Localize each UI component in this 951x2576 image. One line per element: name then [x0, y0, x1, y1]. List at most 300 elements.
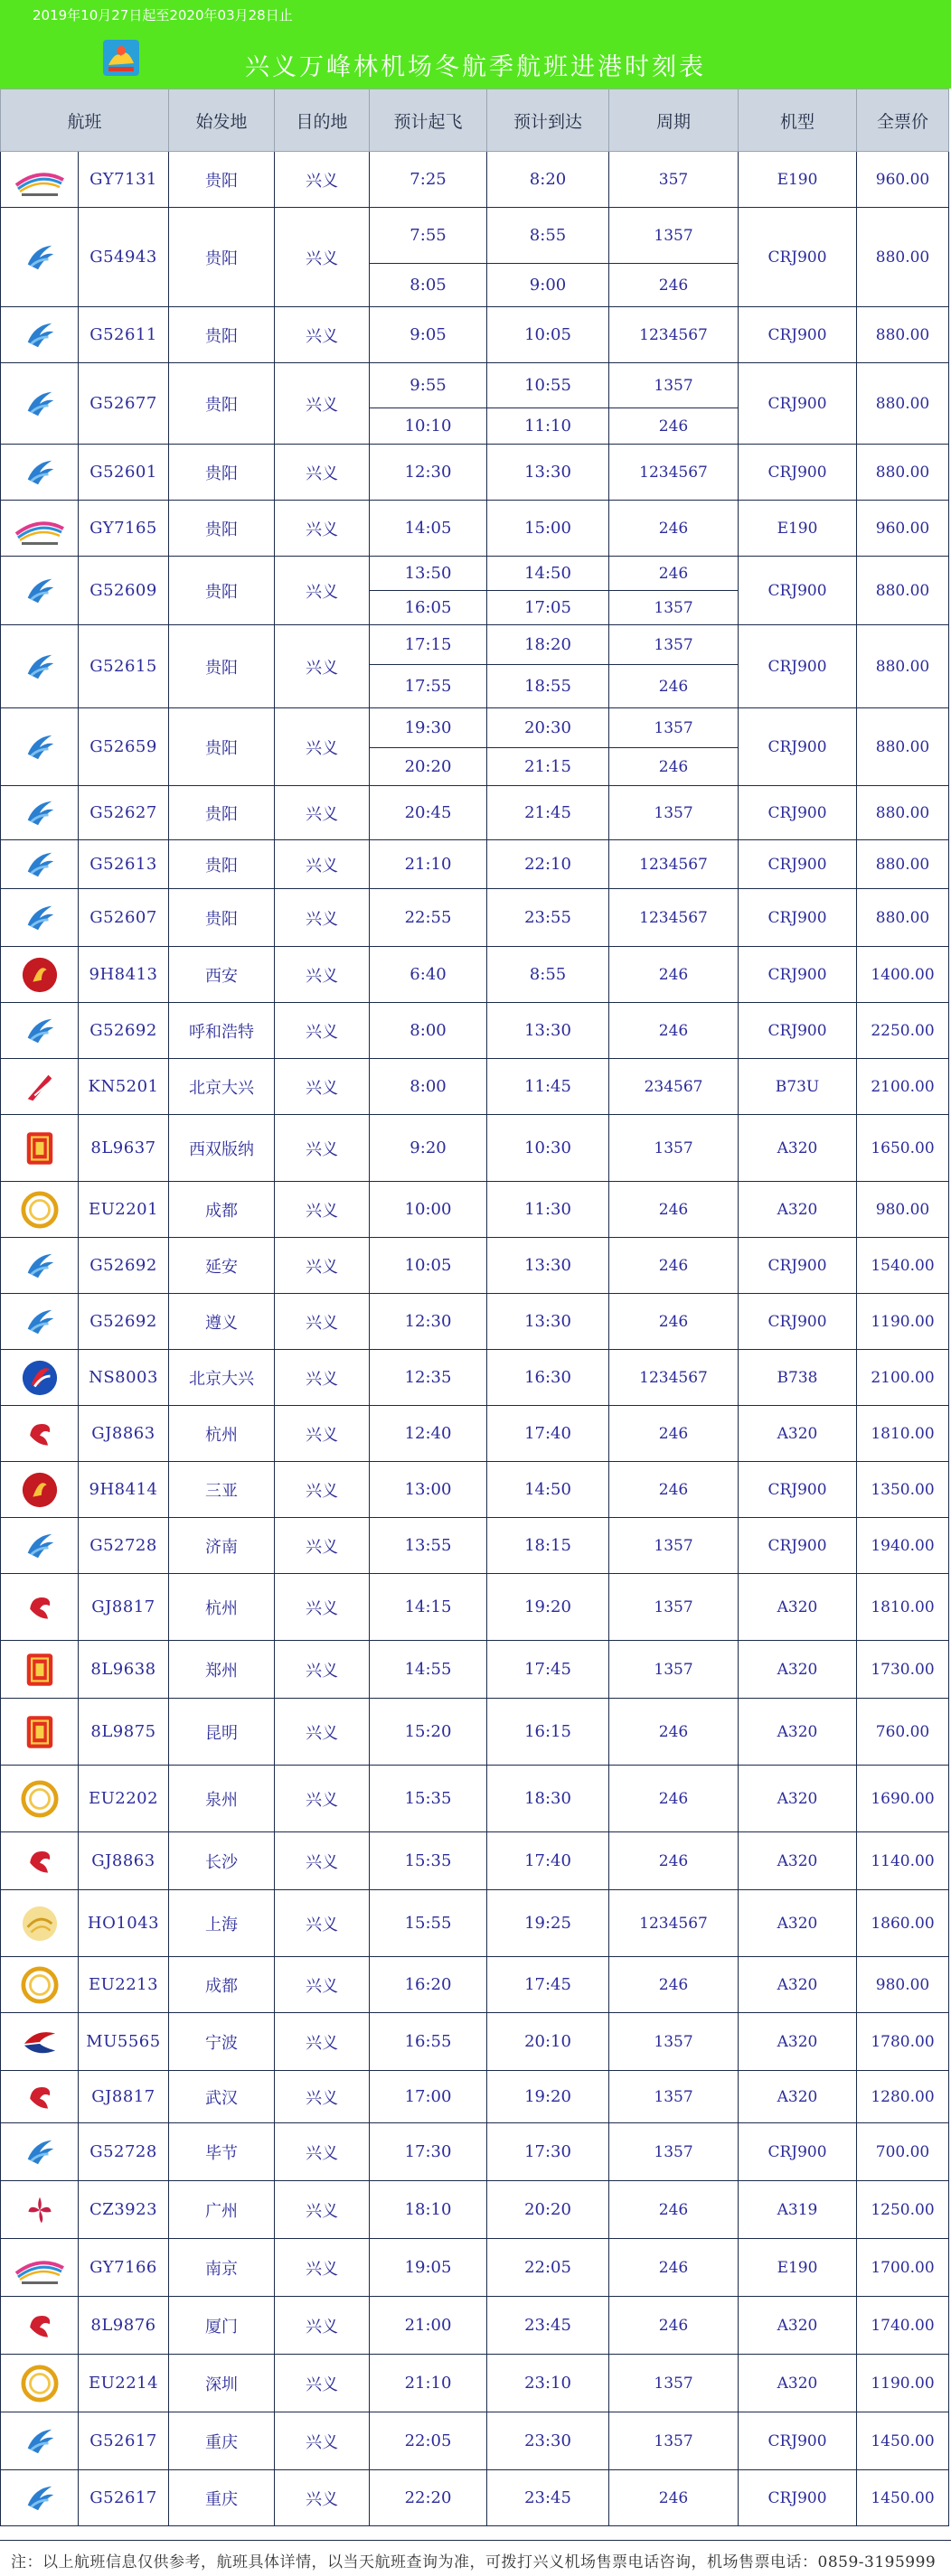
aircraft-type: A320: [739, 1406, 857, 1462]
origin-city: 成都: [169, 1957, 275, 2013]
lucky-air-logo-icon: [1, 1713, 78, 1751]
destination-city: 兴义: [275, 2071, 370, 2123]
table-row: [1, 2123, 949, 2181]
origin-city: 贵阳: [169, 889, 275, 947]
aircraft-type: A320: [739, 2071, 857, 2123]
aircraft-type: A320: [739, 1890, 857, 1957]
china-united-airlines-logo-icon: [1, 1070, 78, 1104]
arrival-time: 10:55: [487, 363, 609, 408]
ticket-price: 2250.00: [857, 1003, 949, 1059]
aircraft-type: E190: [739, 2239, 857, 2297]
destination-city: 兴义: [275, 1699, 370, 1766]
departure-time: 17:15: [370, 625, 487, 665]
departure-time: 12:35: [370, 1350, 487, 1406]
ticket-price: 1810.00: [857, 1406, 949, 1462]
arrival-time: 13:30: [487, 445, 609, 501]
origin-city: 贵阳: [169, 786, 275, 840]
operating-days: 357: [609, 152, 739, 208]
departure-time: 6:40: [370, 947, 487, 1003]
airline-logo-cell: [1, 2071, 79, 2123]
origin-city: 武汉: [169, 2071, 275, 2123]
arrival-time: 17:40: [487, 1832, 609, 1890]
arrival-time: 9:00: [487, 264, 609, 307]
table-row: [1, 1059, 949, 1115]
departure-time: 13:55: [370, 1518, 487, 1574]
aircraft-type: A320: [739, 1832, 857, 1890]
colorful-guizhou-airlines-logo-icon: [1, 730, 78, 764]
flight-number: KN5201: [79, 1059, 169, 1115]
aircraft-type: CRJ900: [739, 708, 857, 786]
arrival-time: 16:30: [487, 1350, 609, 1406]
aircraft-type: CRJ900: [739, 1294, 857, 1350]
colorful-guizhou-airlines-logo-icon: [1, 574, 78, 608]
table-row: [1, 1890, 949, 1957]
destination-city: 兴义: [275, 947, 370, 1003]
table-row: [1, 1832, 949, 1890]
table-header-row: [1, 89, 949, 152]
beibu-gulf-airlines-logo-icon: [1, 2250, 78, 2286]
airline-logo-cell: [1, 1574, 79, 1641]
airline-logo-cell: [1, 786, 79, 840]
flight-number: MU5565: [79, 2013, 169, 2071]
ticket-price: 1780.00: [857, 2013, 949, 2071]
destination-city: 兴义: [275, 786, 370, 840]
departure-time: 9:05: [370, 307, 487, 363]
ticket-price: 880.00: [857, 363, 949, 445]
colorful-guizhou-airlines-logo-icon: [1, 318, 78, 352]
ticket-price: 2100.00: [857, 1350, 949, 1406]
ticket-price: 1400.00: [857, 947, 949, 1003]
arrival-time: 20:20: [487, 2181, 609, 2239]
flight-number: G52692: [79, 1238, 169, 1294]
flight-number: 9H8414: [79, 1462, 169, 1518]
origin-city: 贵阳: [169, 445, 275, 501]
airline-logo-cell: [1, 2013, 79, 2071]
arrival-time: 17:05: [487, 591, 609, 625]
destination-city: 兴义: [275, 1406, 370, 1462]
airline-logo-cell: [1, 708, 79, 786]
operating-days: 246: [609, 2470, 739, 2526]
ticket-price: 880.00: [857, 625, 949, 708]
origin-city: 深圳: [169, 2355, 275, 2412]
airline-logo-cell: [1, 2123, 79, 2181]
page-title: 兴义万峰林机场冬航季航班进港时刻表: [245, 53, 706, 81]
table-row: [1, 840, 949, 889]
table-row: [1, 2297, 949, 2355]
departure-time: 13:50: [370, 557, 487, 591]
airline-logo-cell: [1, 1832, 79, 1890]
arrival-time: 14:50: [487, 1462, 609, 1518]
operating-days: 1357: [609, 2013, 739, 2071]
origin-city: 三亚: [169, 1462, 275, 1518]
origin-city: 宁波: [169, 2013, 275, 2071]
destination-city: 兴义: [275, 2470, 370, 2526]
title-banner: [0, 0, 951, 89]
ticket-price: 880.00: [857, 208, 949, 307]
origin-city: 贵阳: [169, 557, 275, 625]
arrival-time: 20:30: [487, 708, 609, 748]
header-aircraft: 机型: [739, 89, 857, 152]
operating-days: 1357: [609, 1518, 739, 1574]
ticket-price: 980.00: [857, 1957, 949, 2013]
validity-period: 2019年10月27日起至2020年03月28日止: [33, 7, 293, 23]
airline-logo-cell: [1, 2412, 79, 2470]
departure-time: 21:00: [370, 2297, 487, 2355]
arrival-time: 18:15: [487, 1518, 609, 1574]
loong-air-logo-icon: [1, 1845, 78, 1878]
operating-days: 1357: [609, 1574, 739, 1641]
flight-number: G52609: [79, 557, 169, 625]
operating-days: 246: [609, 1182, 739, 1238]
ticket-price: 1740.00: [857, 2297, 949, 2355]
operating-days: 246: [609, 1003, 739, 1059]
aircraft-type: A320: [739, 1641, 857, 1699]
schedule-table: [0, 89, 949, 2526]
loong-air-logo-icon: [1, 2309, 78, 2342]
destination-city: 兴义: [275, 1890, 370, 1957]
chengdu-airlines-logo-icon: [1, 1966, 78, 2004]
aircraft-type: A320: [739, 1182, 857, 1238]
schedule-table-wrapper: [0, 89, 951, 2526]
flight-number: G52677: [79, 363, 169, 445]
ticket-price: 880.00: [857, 889, 949, 947]
departure-time: 7:25: [370, 152, 487, 208]
arrival-time: 13:30: [487, 1294, 609, 1350]
header-destination: 目的地: [275, 89, 370, 152]
aircraft-type: CRJ900: [739, 1003, 857, 1059]
destination-city: 兴义: [275, 2297, 370, 2355]
operating-days: 246: [609, 1699, 739, 1766]
arrival-time: 16:15: [487, 1699, 609, 1766]
aircraft-type: CRJ900: [739, 625, 857, 708]
loong-air-logo-icon: [1, 2081, 78, 2113]
departure-time: 8:05: [370, 264, 487, 307]
departure-time: 15:20: [370, 1699, 487, 1766]
origin-city: 成都: [169, 1182, 275, 1238]
flight-number: GJ8863: [79, 1406, 169, 1462]
airline-logo-cell: [1, 1003, 79, 1059]
ticket-price: 1250.00: [857, 2181, 949, 2239]
table-row: [1, 2355, 949, 2412]
table-row: [1, 2071, 949, 2123]
airline-logo-cell: [1, 2470, 79, 2526]
departure-time: 10:00: [370, 1182, 487, 1238]
flight-number: G52728: [79, 1518, 169, 1574]
aircraft-type: CRJ900: [739, 840, 857, 889]
arrival-time: 17:45: [487, 1641, 609, 1699]
departure-time: 14:55: [370, 1641, 487, 1699]
destination-city: 兴义: [275, 152, 370, 208]
header-arrival: 预计到达: [487, 89, 609, 152]
origin-city: 呼和浩特: [169, 1003, 275, 1059]
colorful-guizhou-airlines-logo-icon: [1, 1305, 78, 1339]
ticket-price: 1940.00: [857, 1518, 949, 1574]
arrival-time: 23:30: [487, 2412, 609, 2470]
ticket-price: 1190.00: [857, 2355, 949, 2412]
departure-time: 22:55: [370, 889, 487, 947]
operating-days: 246: [609, 2239, 739, 2297]
table-row: [1, 208, 949, 264]
operating-days: 234567: [609, 1059, 739, 1115]
airline-logo-cell: [1, 1294, 79, 1350]
header-origin: 始发地: [169, 89, 275, 152]
flight-number: GJ8817: [79, 2071, 169, 2123]
departure-time: 10:05: [370, 1238, 487, 1294]
flight-number: G52601: [79, 445, 169, 501]
origin-city: 贵阳: [169, 840, 275, 889]
arrival-time: 8:55: [487, 208, 609, 264]
departure-time: 14:05: [370, 501, 487, 557]
destination-city: 兴义: [275, 208, 370, 307]
table-row: [1, 1641, 949, 1699]
operating-days: 246: [609, 1957, 739, 2013]
table-row: [1, 786, 949, 840]
flight-number: 8L9637: [79, 1115, 169, 1182]
airline-logo-cell: [1, 947, 79, 1003]
aircraft-type: B738: [739, 1350, 857, 1406]
departure-time: 8:00: [370, 1003, 487, 1059]
arrival-time: 10:05: [487, 307, 609, 363]
colorful-guizhou-airlines-logo-icon: [1, 240, 78, 275]
destination-city: 兴义: [275, 2013, 370, 2071]
ticket-price: 1730.00: [857, 1641, 949, 1699]
operating-days: 246: [609, 2181, 739, 2239]
colorful-guizhou-airlines-logo-icon: [1, 1014, 78, 1048]
operating-days: 246: [609, 264, 739, 307]
operating-days: 246: [609, 2297, 739, 2355]
destination-city: 兴义: [275, 1003, 370, 1059]
origin-city: 广州: [169, 2181, 275, 2239]
operating-days: 246: [609, 501, 739, 557]
airline-logo-cell: [1, 2297, 79, 2355]
operating-days: 1357: [609, 708, 739, 748]
colorful-guizhou-airlines-logo-icon: [1, 2424, 78, 2459]
airline-logo-cell: [1, 2181, 79, 2239]
departure-time: 15:35: [370, 1766, 487, 1832]
colorful-guizhou-airlines-logo-icon: [1, 455, 78, 490]
aircraft-type: CRJ900: [739, 1518, 857, 1574]
ticket-price: 880.00: [857, 840, 949, 889]
origin-city: 上海: [169, 1890, 275, 1957]
destination-city: 兴义: [275, 1641, 370, 1699]
ticket-price: 760.00: [857, 1699, 949, 1766]
flight-number: 8L9876: [79, 2297, 169, 2355]
aircraft-type: E190: [739, 501, 857, 557]
table-row: [1, 1406, 949, 1462]
disclaimer-note: 注：以上航班信息仅供参考，航班具体详情，以当天航班查询为准，可拨打兴义机场售票电话咨询，机场售票电话：0859-3195999: [11, 2553, 937, 2571]
airline-logo-cell: [1, 208, 79, 307]
airline-logo-cell: [1, 1957, 79, 2013]
ticket-price: 2100.00: [857, 1059, 949, 1115]
destination-city: 兴义: [275, 1462, 370, 1518]
colorful-guizhou-airlines-logo-icon: [1, 2135, 78, 2169]
airline-logo-cell: [1, 152, 79, 208]
destination-city: 兴义: [275, 501, 370, 557]
ticket-price: 880.00: [857, 708, 949, 786]
operating-days: 246: [609, 1294, 739, 1350]
arrival-time: 8:20: [487, 152, 609, 208]
destination-city: 兴义: [275, 557, 370, 625]
destination-city: 兴义: [275, 1059, 370, 1115]
aircraft-type: A320: [739, 1957, 857, 2013]
departure-time: 12:30: [370, 1294, 487, 1350]
table-row: [1, 1957, 949, 2013]
table-row: [1, 557, 949, 591]
arrival-time: 23:10: [487, 2355, 609, 2412]
table-row: [1, 625, 949, 665]
operating-days: 246: [609, 408, 739, 445]
flight-number: G52728: [79, 2123, 169, 2181]
header-departure: 预计起飞: [370, 89, 487, 152]
operating-days: 246: [609, 1462, 739, 1518]
aircraft-type: A320: [739, 2013, 857, 2071]
ticket-price: 880.00: [857, 786, 949, 840]
airline-logo-cell: [1, 307, 79, 363]
arrival-time: 8:55: [487, 947, 609, 1003]
arrival-time: 18:20: [487, 625, 609, 665]
chengdu-airlines-logo-icon: [1, 2365, 78, 2403]
arrival-time: 22:05: [487, 2239, 609, 2297]
airline-logo-cell: [1, 1238, 79, 1294]
origin-city: 郑州: [169, 1641, 275, 1699]
destination-city: 兴义: [275, 1766, 370, 1832]
arrival-time: 15:00: [487, 501, 609, 557]
destination-city: 兴义: [275, 2412, 370, 2470]
table-row: [1, 2181, 949, 2239]
departure-time: 20:45: [370, 786, 487, 840]
arrival-time: 23:45: [487, 2297, 609, 2355]
colorful-guizhou-airlines-logo-icon: [1, 1529, 78, 1563]
aircraft-type: A320: [739, 1115, 857, 1182]
ticket-price: 1450.00: [857, 2412, 949, 2470]
table-row: [1, 2239, 949, 2297]
ticket-price: 880.00: [857, 557, 949, 625]
arrival-time: 18:55: [487, 665, 609, 708]
arrival-time: 18:30: [487, 1766, 609, 1832]
operating-days: 1357: [609, 786, 739, 840]
aircraft-type: CRJ900: [739, 947, 857, 1003]
flight-number: 8L9875: [79, 1699, 169, 1766]
ticket-price: 960.00: [857, 501, 949, 557]
aircraft-type: B73U: [739, 1059, 857, 1115]
operating-days: 1357: [609, 2355, 739, 2412]
flight-number: GY7131: [79, 152, 169, 208]
table-row: [1, 1518, 949, 1574]
departure-time: 9:20: [370, 1115, 487, 1182]
departure-time: 18:10: [370, 2181, 487, 2239]
flight-number: G52617: [79, 2470, 169, 2526]
aircraft-type: CRJ900: [739, 1462, 857, 1518]
destination-city: 兴义: [275, 2355, 370, 2412]
table-row: [1, 708, 949, 748]
aircraft-type: A319: [739, 2181, 857, 2239]
departure-time: 10:10: [370, 408, 487, 445]
origin-city: 贵阳: [169, 708, 275, 786]
destination-city: 兴义: [275, 840, 370, 889]
departure-time: 16:20: [370, 1957, 487, 2013]
aircraft-type: A320: [739, 2355, 857, 2412]
destination-city: 兴义: [275, 1238, 370, 1294]
aircraft-type: CRJ900: [739, 2412, 857, 2470]
arrival-time: 14:50: [487, 557, 609, 591]
table-row: [1, 1238, 949, 1294]
origin-city: 西安: [169, 947, 275, 1003]
origin-city: 重庆: [169, 2470, 275, 2526]
airline-logo-cell: [1, 625, 79, 708]
departure-time: 21:10: [370, 2355, 487, 2412]
origin-city: 长沙: [169, 1832, 275, 1890]
loong-air-logo-icon: [1, 1591, 78, 1624]
flight-number: 9H8413: [79, 947, 169, 1003]
ticket-price: 1350.00: [857, 1462, 949, 1518]
colorful-guizhou-airlines-logo-icon: [1, 796, 78, 830]
aircraft-type: CRJ900: [739, 307, 857, 363]
origin-city: 北京大兴: [169, 1350, 275, 1406]
table-row: [1, 1182, 949, 1238]
departure-time: 15:35: [370, 1832, 487, 1890]
airline-logo-cell: [1, 889, 79, 947]
destination-city: 兴义: [275, 1182, 370, 1238]
table-row: [1, 1699, 949, 1766]
aircraft-type: CRJ900: [739, 208, 857, 307]
operating-days: 1234567: [609, 840, 739, 889]
arrival-time: 22:10: [487, 840, 609, 889]
table-row: [1, 1574, 949, 1641]
destination-city: 兴义: [275, 363, 370, 445]
flight-number: G52607: [79, 889, 169, 947]
arrival-time: 19:20: [487, 1574, 609, 1641]
table-row: [1, 1003, 949, 1059]
colorful-guizhou-airlines-logo-icon: [1, 848, 78, 882]
flight-number: G52627: [79, 786, 169, 840]
departure-time: 7:55: [370, 208, 487, 264]
arrival-time: 21:45: [487, 786, 609, 840]
origin-city: 昆明: [169, 1699, 275, 1766]
destination-city: 兴义: [275, 1115, 370, 1182]
departure-time: 8:00: [370, 1059, 487, 1115]
arrival-time: 19:20: [487, 2071, 609, 2123]
table-row: [1, 501, 949, 557]
origin-city: 北京大兴: [169, 1059, 275, 1115]
arrival-time: 11:45: [487, 1059, 609, 1115]
aircraft-type: CRJ900: [739, 889, 857, 947]
table-row: [1, 1462, 949, 1518]
table-row: [1, 1350, 949, 1406]
airline-logo-cell: [1, 1699, 79, 1766]
operating-days: 1357: [609, 1115, 739, 1182]
ticket-price: 700.00: [857, 2123, 949, 2181]
departure-time: 13:00: [370, 1462, 487, 1518]
loong-air-logo-icon: [1, 1418, 78, 1450]
origin-city: 延安: [169, 1238, 275, 1294]
table-row: [1, 307, 949, 363]
arrival-time: 11:10: [487, 408, 609, 445]
operating-days: 246: [609, 1832, 739, 1890]
airline-logo-cell: [1, 1059, 79, 1115]
ticket-price: 1540.00: [857, 1238, 949, 1294]
departure-time: 22:05: [370, 2412, 487, 2470]
destination-city: 兴义: [275, 708, 370, 786]
operating-days: 1357: [609, 2071, 739, 2123]
aircraft-type: CRJ900: [739, 445, 857, 501]
colorful-guizhou-airlines-logo-icon: [1, 1249, 78, 1283]
lucky-air-logo-icon: [1, 1129, 78, 1167]
ticket-price: 880.00: [857, 307, 949, 363]
chengdu-airlines-logo-icon: [1, 1780, 78, 1818]
aircraft-type: CRJ900: [739, 1238, 857, 1294]
header-days: 周期: [609, 89, 739, 152]
arrival-time: 21:15: [487, 748, 609, 786]
